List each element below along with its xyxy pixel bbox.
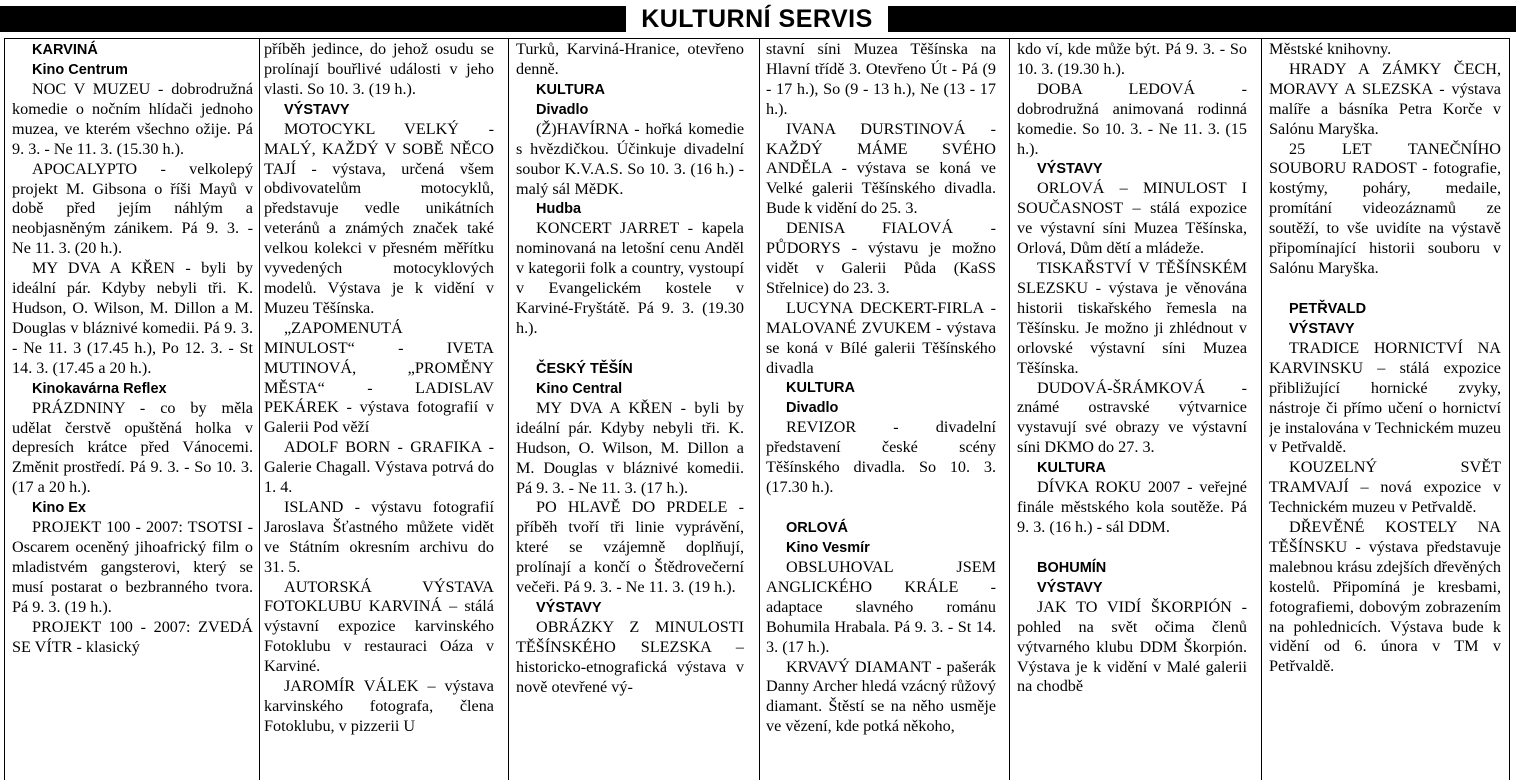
listing-continued: Turků, Karviná-Hranice, otevřeno denně. xyxy=(516,40,744,78)
masthead xyxy=(0,0,1516,38)
masthead-bar-right xyxy=(888,6,1516,32)
spacer xyxy=(1269,279,1501,299)
listing-entry: 25 LET TANEČNÍHO SOUBORU RADOST - fotografie, kostýmy, poháry, medaile, promítání videozáznamů ze soutěží, to vše uvidíte na výstavě připomínající historii souboru v Salónu Maryška. xyxy=(1269,139,1501,277)
listing-entry: ADOLF BORN - GRAFIKA - Galerie Chagall. Výstava potrvá do 1. 4. xyxy=(264,438,494,497)
column-4 xyxy=(766,40,996,780)
listing-continued: stavní síni Muzea Těšínska na Hlavní třídě 3. Otevřeno Út - Pá (9 - 17 h.), So (9 - 13 h.), Ne (13 - 17 h.). xyxy=(766,40,996,118)
venue-heading: Kinokavárna Reflex xyxy=(32,380,167,397)
masthead-bar-left xyxy=(0,6,626,32)
listing-entry: PO HLAVĚ DO PRDELE - příběh tvoří tři linie vyprávění, které se vzájemně doplňují, prolínají a končí o Štědrovečerní večeři. Pá 9. 3. - Ne 11. 3. (19 h.). xyxy=(516,498,744,597)
section-heading: KULTURA xyxy=(1037,460,1106,477)
listing-entry: ORLOVÁ – MINULOST I SOUČASNOST – stálá expozice ve výstavní síni Muzea Těšínska, Orlová, Dům dětí a mládeže. xyxy=(1017,179,1247,258)
listing-continued: příběh jedince, do jehož osudu se prolínají bouřlivé události v jeho vlasti. So 10. 3. (19 h.). xyxy=(264,40,494,98)
listing-entry: AUTORSKÁ VÝSTAVA FOTOKLUBU KARVINÁ – stálá výstavní expozice karvinského Fotoklubu v restauraci Oáza v Karviné. xyxy=(264,577,494,676)
venue-heading: Divadlo xyxy=(536,101,589,118)
listing-entry: NOC V MUZEU - dobrodružná komedie o nočním hlídači jednoho muzea, ve kterém všechno ožije. Pá 9. 3. - Ne 11. 3. (15.30 h.). xyxy=(12,80,253,158)
section-heading: ČESKÝ TĚŠÍN xyxy=(536,360,633,377)
listing-entry: IVANA DURSTINOVÁ - KAŽDÝ MÁME SVÉHO ANDĚLA - výstava se koná ve Velké galerii Těšínského divadla. Bude k vidění do 25. 3. xyxy=(766,119,996,218)
listing-entry: JAROMÍR VÁLEK – výstava karvinského fotografa, člena Fotoklubu, v pizzerii U xyxy=(264,677,494,735)
column-6 xyxy=(1269,40,1501,780)
listing-entry: TISKAŘSTVÍ V TĚŠÍNSKÉM SLEZSKU - výstava je věnována historii tiskařského řemesla na Těšínsku. Je možno ji zhlédnout v orlovské výstavní síni Muzea Těšínska. xyxy=(1017,259,1247,377)
column-divider xyxy=(1009,38,1010,780)
section-heading: ORLOVÁ xyxy=(786,520,849,537)
listing-entry: „ZAPOMENUTÁ MINULOST“ - IVETA MUTINOVÁ, „PROMĚNY MĚSTA“ - LADISLAV PEKÁREK - výstava fotografií v Galerii Pod věží xyxy=(264,318,494,437)
column-3 xyxy=(516,40,744,780)
listing-entry: JAK TO VIDÍ ŠKORPIÓN - pohled na svět očima členů výtvarného klubu DDM Škorpión. Výstava je k vidění v Malé galerii na chodbě xyxy=(1017,597,1247,696)
section-heading: KULTURA xyxy=(786,380,855,397)
column-divider xyxy=(1261,38,1262,780)
listing-entry: DÍVKA ROKU 2007 - veřejné finále městského kola soutěže. Pá 9. 3. (16 h.) - sál DDM. xyxy=(1017,478,1247,536)
listing-entry: OBRÁZKY Z MINULOSTI TĚŠÍNSKÉHO SLEZSKA – historicko-etnografická výstava v nově otevřené vý- xyxy=(516,617,744,696)
listing-entry: KONCERT JARRET - kapela nominovaná na letošní cenu Anděl v kategorii folk a country, vystoupí v Evangelickém kostele v Karviné-Fryštátě. Pá 9. 3. (19.30 h.). xyxy=(516,219,744,337)
section-heading: VÝSTAVY xyxy=(1037,161,1103,178)
listing-entry: DOBA LEDOVÁ - dobrodružná animovaná rodinná komedie. So 10. 3. - Ne 11. 3. (15 h.). xyxy=(1017,79,1247,158)
listing-entry: (Ž)HAVÍRNA - hořká komedie s hvězdičkou. Účinkuje divadelní soubor K.V.A.S. So 10. 3. (16 h.) - malý sál MěDK. xyxy=(516,119,744,198)
venue-heading: Hudba xyxy=(536,201,582,218)
listing-entry: HRADY A ZÁMKY ČECH, MORAVY A SLEZSKA - výstava malíře a básníka Petra Korče v Salónu Maryška. xyxy=(1269,59,1501,138)
section-heading: BOHUMÍN xyxy=(1037,559,1107,576)
section-heading: VÝSTAVY xyxy=(536,599,602,616)
spacer xyxy=(516,339,744,359)
section-heading: VÝSTAVY xyxy=(284,101,350,118)
listing-entry: TRADICE HORNICTVÍ NA KARVINSKU – stálá expozice přibližující hornické zvyky, nástroje či přímo učení o hornictví je instalována v Technickém muzeu v Petřvaldě. xyxy=(1269,338,1501,457)
venue-heading: Kino Vesmír xyxy=(786,540,870,557)
listing-entry: ISLAND - výstavu fotografií Jaroslava Šťastného můžete vidět ve Státním okresním archivu do 31. 5. xyxy=(264,497,494,576)
spacer xyxy=(766,498,996,518)
listing-entry: LUCYNA DECKERT-FIRLA - MALOVANÉ ZVUKEM - výstava se koná v Bílé galerii Těšínského divadla xyxy=(766,298,996,377)
listing-entry: PROJEKT 100 - 2007: TSOTSI - Oscarem oceněný jihoafrický film o mladistvém gangsterovi, který se musí postarat o bezbranného tvora. Pá 9. 3. (19 h.). xyxy=(12,518,253,616)
venue-heading: Kino Central xyxy=(536,380,623,397)
column-2 xyxy=(264,40,494,780)
column-divider xyxy=(759,38,760,780)
section-heading: VÝSTAVY xyxy=(1037,579,1103,596)
listing-entry: MY DVA A KŘEN - byli by ideální pár. Kdyby nebyli tři. K. Hudson, O. Wilson, M. Dillon a M. Douglas v bláznivé komedii. Pá 9. 3. - Ne 11. 3 (17.45 h.), Po 12. 3. - St 14. 3. (17.45 a 20 h.). xyxy=(12,259,253,377)
listing-entry: PROJEKT 100 - 2007: ZVEDÁ SE VÍTR - klasický xyxy=(12,617,253,656)
column-1 xyxy=(12,40,253,780)
column-5 xyxy=(1017,40,1247,780)
section-heading: PETŘVALD xyxy=(1289,300,1367,317)
listing-entry: REVIZOR - divadelní představení české scény Těšínského divadla. So 10. 3. (17.30 h.). xyxy=(766,418,996,497)
listing-entry: MOTOCYKL VELKÝ - MALÝ, KAŽDÝ V SOBĚ NĚCO TAJÍ - výstava, určená všem obdivovatelům motocyklů, představuje vedle unikátních veteránů a známých značek také velkou kolekci v přesném měřítku vyvedených motocyklových modelů. Výstava je k vidění v Muzeu Těšínska. xyxy=(264,119,494,317)
listing-entry: PRÁZDNINY - co by měla udělat čerstvě opuštěná holka v depresích krátce před Vánocemi. Změnit prostředí. Pá 9. 3. - So 10. 3. (17 a 20 h.). xyxy=(12,398,253,497)
column-divider xyxy=(259,38,260,780)
listing-entry: OBSLUHOVAL JSEM ANGLICKÉHO KRÁLE - adaptace slavného románu Bohumila Hrabala. Pá 9. 3. - St 14. 3. (17 h.). xyxy=(766,558,996,656)
listing-entry: MY DVA A KŘEN - byli by ideální pár. Kdyby nebyli tři. K. Hudson, O. Wilson, M. Dillon a M. Douglas v bláznivé komedii. Pá 9. 3. - Ne 11. 3. (17 h.). xyxy=(516,398,744,497)
listing-continued: kdo ví, kde může být. Pá 9. 3. - So 10. 3. (19.30 h.). xyxy=(1017,40,1247,78)
venue-heading: Kino Ex xyxy=(32,500,86,517)
spacer xyxy=(1017,538,1247,558)
listing-entry: DENISA FIALOVÁ - PŮDORYS - výstavu je možno vidět v Galerii Půda (KaSS Střelnice) do 23. 3. xyxy=(766,219,996,297)
section-heading: KARVINÁ xyxy=(32,42,98,58)
listing-entry: DUDOVÁ-ŠRÁMKOVÁ - známé ostravské výtvarnice vystavují své obrazy ve výstavní síni DKMO do 27. 3. xyxy=(1017,378,1247,457)
listing-entry: APOCALYPTO - velkolepý projekt M. Gibsona o říši Mayů v době před jejím náhlým a neobjasněným zánikem. Pá 9. 3. - Ne 11. 3. (20 h.). xyxy=(12,159,253,258)
section-heading: VÝSTAVY xyxy=(1289,320,1355,337)
venue-heading: Kino Centrum xyxy=(32,62,128,78)
column-divider xyxy=(508,38,509,780)
listing-entry: KOUZELNÝ SVĚT TRAMVAJÍ – nová expozice v Technickém muzeu v Petřvaldě. xyxy=(1269,458,1501,517)
venue-heading: Divadlo xyxy=(786,400,839,417)
section-heading: KULTURA xyxy=(536,81,605,98)
listing-continued: Městské knihovny. xyxy=(1269,40,1392,58)
section-title: KULTURNÍ SERVIS xyxy=(641,5,873,33)
listing-entry: DŘEVĚNÉ KOSTELY NA TĚŠÍNSKU - výstava představuje malebnou krásu zdejších dřevěných kostelů. Připomíná je kresbami, fotografiemi, dobovým zobrazením na pohlednicích. Výstava bude k vidění od 6. února v TM v Petřvaldě. xyxy=(1269,518,1501,676)
listing-entry: KRVAVÝ DIAMANT - pašerák Danny Archer hledá vzácný růžový diamant. Štěstí se na něho usměje ve vězení, kde potká někoho, xyxy=(766,657,996,736)
